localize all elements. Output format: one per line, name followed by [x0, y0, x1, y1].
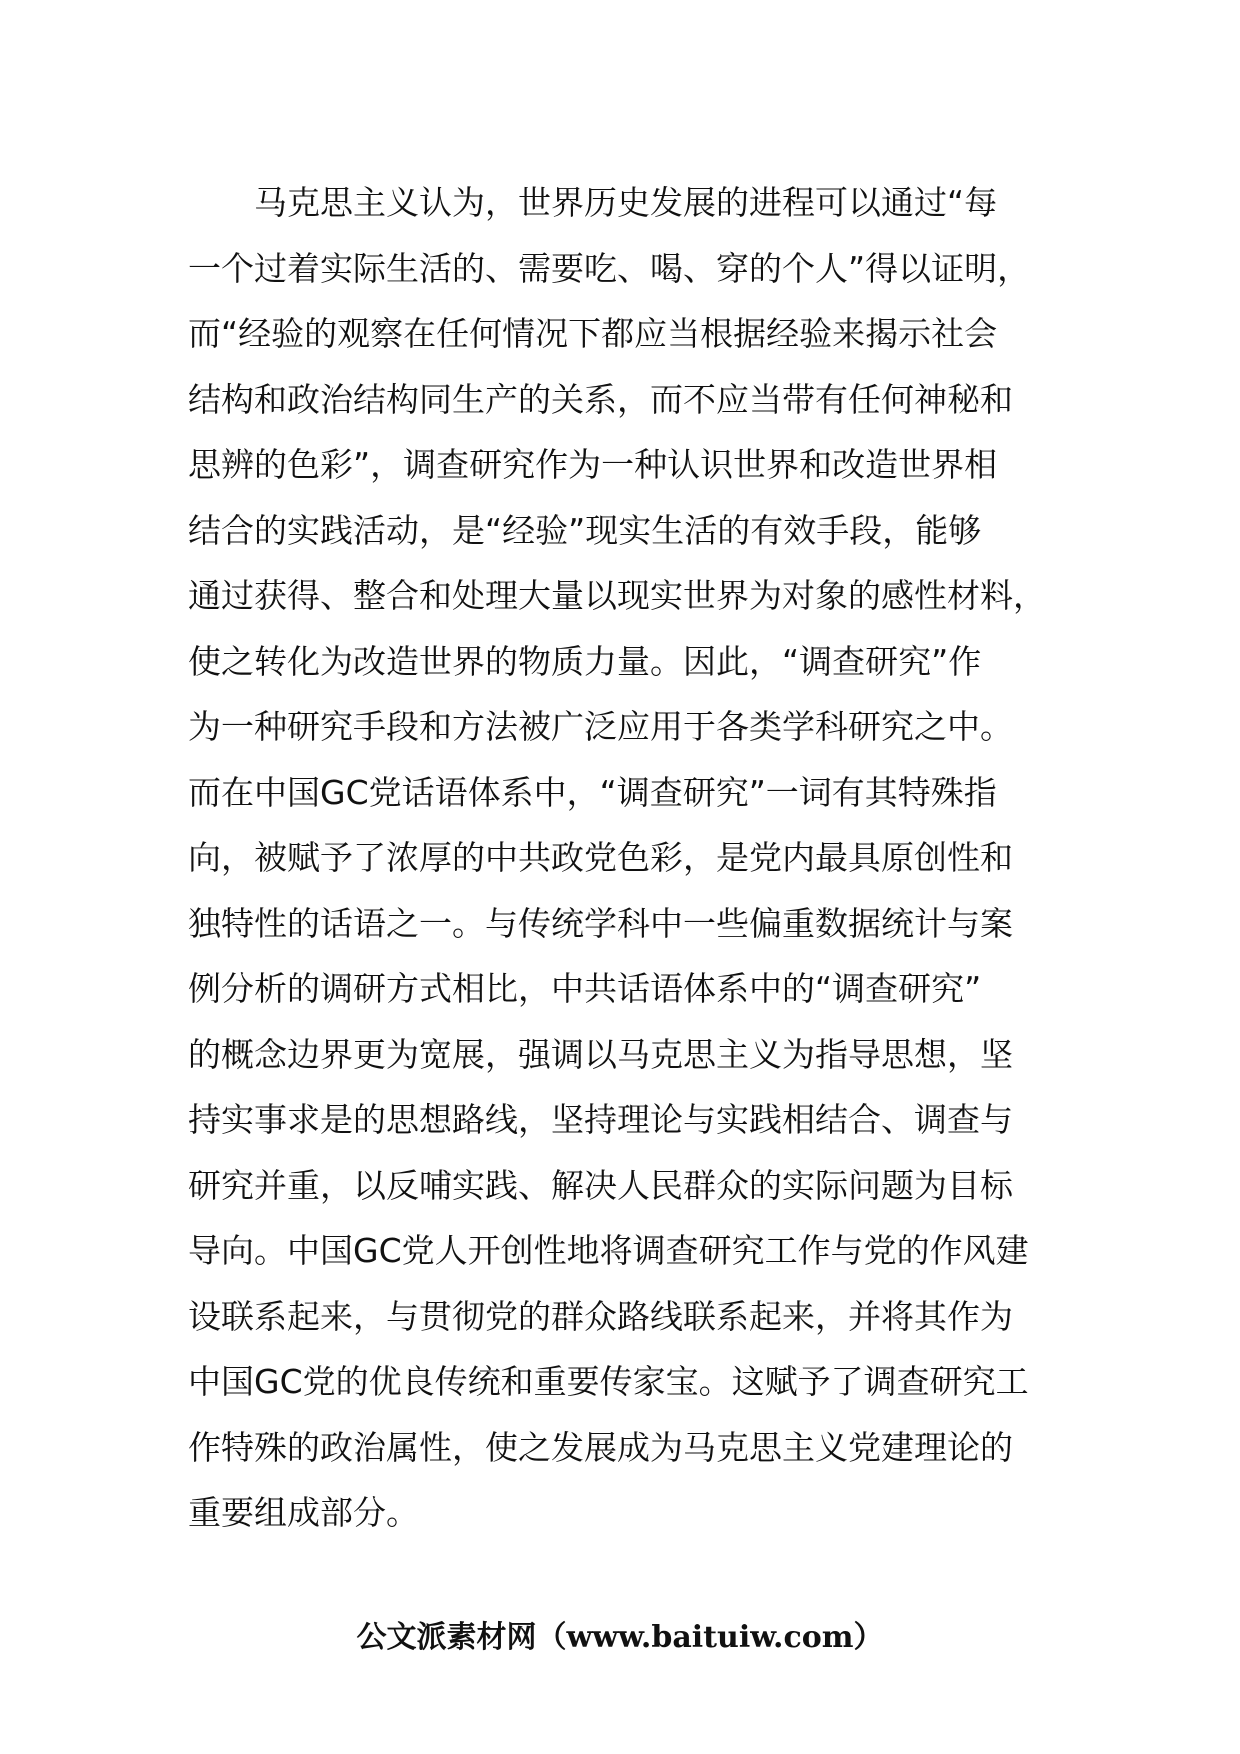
paragraph-line: 思辨的色彩”，调查研究作为一种认识世界和改造世界相 [188, 445, 998, 484]
paragraph-line: 研究并重，以反哺实践、解决人民群众的实际问题为目标 [188, 1165, 1013, 1205]
paragraph-line: 使之转化为改造世界的物质力量。因此，“调查研究”作 [188, 641, 982, 681]
paragraph-line: 重要组成部分。 [188, 1493, 419, 1532]
paragraph-line: 而在中国GC党话语体系中，“调查研究”一词有其特殊指 [188, 772, 997, 812]
paragraph-line: 设联系起来，与贯彻党的群众路线联系起来，并将其作为 [188, 1296, 1013, 1336]
paragraph-line: 例分析的调研方式相比，中共话语体系中的“调查研究” [188, 969, 982, 1008]
paragraph-line: 为一种研究手段和方法被广泛应用于各类学科研究之中。 [188, 707, 1013, 746]
paragraph-line: 导向。中国GC党人开创性地将调查研究工作与党的作风建 [188, 1231, 1029, 1270]
paragraph-line: 通过获得、整合和处理大量以现实世界为对象的感性材料， [188, 576, 1046, 615]
paragraph-line: 结构和政治结构同生产的关系，而不应当带有任何神秘和 [188, 379, 1013, 419]
paragraph-line: 持实事求是的思想路线，坚持理论与实践相结合、调查与 [188, 1100, 1013, 1139]
paragraph-line: 马克思主义认为，世界历史发展的进程可以通过“每 [254, 183, 998, 222]
paragraph-line: 而“经验的观察在任何情况下都应当根据经验来揭示社会 [188, 314, 998, 353]
paragraph-line: 结合的实践活动，是“经验”现实生活的有效手段，能够 [188, 510, 982, 550]
paragraph-line: 一个过着实际生活的、需要吃、喝、穿的个人”得以证明， [188, 248, 1031, 288]
paragraph-line: 独特性的话语之一。与传统学科中一些偏重数据统计与案 [188, 903, 1013, 943]
paragraph-line: 中国GC党的优良传统和重要传家宝。这赋予了调查研究工 [188, 1362, 1029, 1401]
page-footer: 公文派素材网（www.baituiw.com） [356, 1620, 884, 1655]
paragraph-line: 的概念边界更为宽展，强调以马克思主义为指导思想，坚 [188, 1034, 1013, 1074]
paragraph-line: 作特殊的政治属性，使之发展成为马克思主义党建理论的 [188, 1427, 1013, 1467]
paragraph-line: 向，被赋予了浓厚的中共政党色彩，是党内最具原创性和 [188, 838, 1013, 877]
body-paragraph [188, 170, 1068, 1546]
